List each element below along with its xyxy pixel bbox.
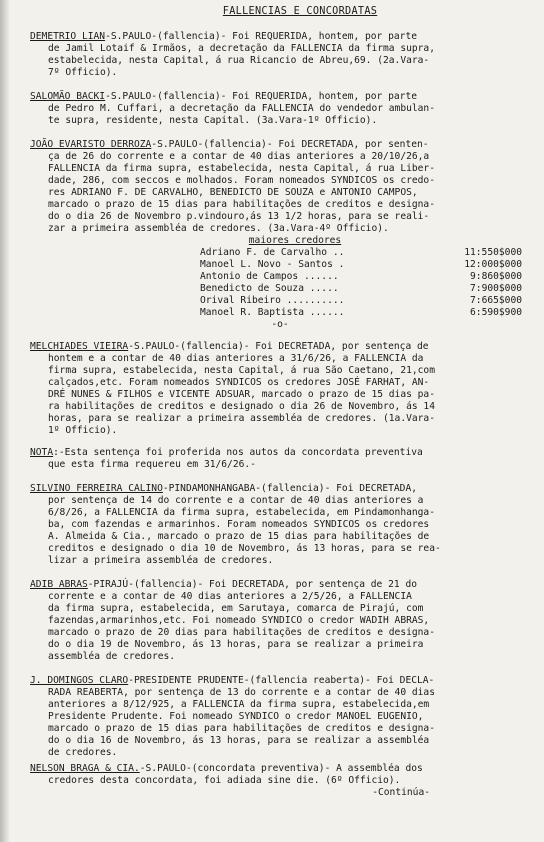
- entry-line: fazendas,armarinhos,etc. Foi nomeado SYNDICO o credor WADIH ABRAS,: [48, 615, 430, 626]
- note-label: NOTA: [30, 447, 54, 458]
- creditor-amount: 7:665$000: [470, 295, 522, 306]
- creditor-row: [200, 271, 522, 283]
- note-line: que esta firma requereu em 31/6/26.-: [48, 459, 256, 470]
- entry-line: por sentença de 14 do corrente e a contar de 40 dias anteriores a: [48, 495, 424, 506]
- entry-line: Presidente Prudente. Foi nomeado SYNDICO o credor MANOEL EUGENIO,: [48, 711, 424, 722]
- page-title: FALLENCIAS E CONCORDATAS: [222, 6, 378, 17]
- entry-line: hontem e a contar de 40 dias anteriores a 31/6/26, a FALLENCIA da: [48, 353, 424, 364]
- entry-line: marcado o prazo de 15 dias para habilitações de creditos e designa-: [48, 199, 435, 210]
- entry-line: de Pedro M. Cuffari, a decretação da FALLENCIA do vendedor ambulan-: [48, 103, 435, 114]
- entry: [30, 139, 530, 235]
- entry-line: 6/8/26, a FALLENCIA da firma supra, estabelecida, em Pindamonhanga-: [48, 507, 435, 518]
- entry-first-text: -S.PAULO-(fallencia)- Foi REQUERIDA, hontem, por parte: [105, 31, 417, 42]
- entry-line: 7º Officio).: [48, 67, 118, 78]
- creditor-amount: 7:900$000: [470, 283, 522, 294]
- entry-first-text: -PIRAJÚ-(fallencia)- Foi DECRETADA, por sentença de 21 do: [87, 579, 417, 590]
- entry: [30, 31, 530, 79]
- note-first-text: :-Esta sentença foi proferida nos autos da concordata preventiva: [53, 447, 423, 458]
- entry-first-text: -PRESIDENTE PRUDENTE-(fallencia reaberta)- Foi DECLA-: [128, 675, 435, 686]
- entry-line: marcado o prazo de 20 dias para habilitações de creditos e designa-: [48, 627, 435, 638]
- entry-line: do o dia 16 de Novembro, ás 13 horas, para se realizar a assembléa: [48, 735, 430, 746]
- entry-first-text: -S.PAULO-(fallencia)- Foi REQUERIDA, hontem, por parte: [105, 91, 417, 102]
- entry-line: do o dia 26 de Novembro p.vindouro,ás 13 1/2 horas, para se reali-: [48, 211, 430, 222]
- entry-head: DEMETRIO LIAN: [30, 31, 106, 42]
- scan-edge-shadow: [0, 0, 10, 842]
- entry-head: SILVINO FERREIRA CALINO: [30, 483, 163, 494]
- entry: [30, 579, 530, 663]
- entry-line: RADA REABERTA, por sentença de 13 do corrente e a contar de 40 dias: [48, 687, 435, 698]
- entry-line: marcado o prazo de 15 dias para habilitações de creditos e designa-: [48, 723, 435, 734]
- entry-line: te supra, residente, nesta Capital. (3a.Vara-1º Officio).: [48, 115, 378, 126]
- entry-head: MELCHIADES VIEIRA: [30, 341, 129, 352]
- entry-line: firma supra, estabelecida, nesta Capital, á rua São Caetano, 21,com: [48, 365, 435, 376]
- creditor-amount: 6:590$900: [470, 307, 522, 318]
- entry-line: lizar a primeira assembléa de credores.: [48, 555, 274, 566]
- creditor-name: Orival Ribeiro ..........: [200, 295, 345, 306]
- entry-line: estabelecida, nesta Capital, á rua Ricancio de Abreu,69. (2a.Vara-: [48, 55, 430, 66]
- entry-line: ra habilitações de creditos e designado o dia 26 de Novembro, ás 14: [48, 401, 435, 412]
- entry-line: assembléa de credores.: [48, 651, 176, 662]
- creditor-name: Adriano F. de Carvalho ..: [200, 247, 345, 258]
- entry-line: corrente e a contar de 40 dias anteriores a 2/5/26, a FALLENCIA: [48, 591, 412, 602]
- entry-first-line: [30, 579, 530, 591]
- entry-head: NELSON BRAGA & CIA.: [30, 763, 140, 774]
- entry-line: FALLENCIA da firma supra, estabelecida, nesta Capital, á rua Liber-: [48, 163, 435, 174]
- entry-line: ça de 26 do corrente e a contar de 40 dias anteriores a 20/10/26,a: [48, 151, 430, 162]
- creditor-row: [200, 259, 522, 271]
- continued-marker: -Continúa-: [372, 787, 430, 798]
- entry-line: res ADRIANO F. DE CARVALHO, BENEDICTO DE SOUZA e ANTONIO CAMPOS,: [48, 187, 418, 198]
- entry-head: ADIB ABRAS: [30, 579, 88, 590]
- entry-first-line: [30, 763, 530, 775]
- entry: [30, 483, 530, 567]
- entry-line: 1º Officio).: [48, 425, 118, 436]
- creditor-amount: 9:860$000: [470, 271, 522, 282]
- creditor-amount: 12:000$000: [464, 259, 522, 270]
- creditor-row: [200, 307, 522, 319]
- creditor-name: Manoel L. Novo - Santos .: [200, 259, 345, 270]
- creditor-row: [200, 295, 522, 307]
- entry-first-line: [30, 483, 530, 495]
- entry-line: anteriores a 8/12/925, a FALLENCIA da firma supra, estabelecida,em: [48, 699, 430, 710]
- entry-head: J. DOMINGOS CLARO: [30, 675, 129, 686]
- entry-line: dade, 286, com seccos e molhados. Foram nomeados SYNDICOS os credo-: [48, 175, 435, 186]
- entry-first-line: [30, 675, 530, 687]
- creditor-row: [200, 283, 522, 295]
- entry-head: JOÃO EVARISTO DERROZA: [30, 139, 152, 150]
- creditors-label: maiores credores: [248, 235, 342, 246]
- entry-line: A. Almeida & Cia., marcado o prazo de 15 dias para habilitações de: [48, 531, 430, 542]
- entry-line: de Jamil Lotaif & Irmãos, a decretação da FALLENCIA da firma supra,: [48, 43, 435, 54]
- creditor-amount: 11:550$000: [464, 247, 522, 258]
- entry-line: creditos e designado o dia 10 de Novembro, ás 13 horas, para se rea-: [48, 543, 441, 554]
- entry-first-line: [30, 31, 530, 43]
- entry-line: da firma supra, estabelecida, em Sarutaya, comarca de Pirajú, com: [48, 603, 424, 614]
- entry-first-line: [30, 91, 530, 103]
- entry-line: calçados,etc. Foram nomeados SYNDICOS os credores JOSÉ FARHAT, AN-: [48, 377, 430, 388]
- creditor-name: Manoel R. Baptista ......: [200, 307, 345, 318]
- entry-first-line: [30, 341, 530, 353]
- creditors-list: [200, 247, 522, 319]
- entry-first-text: -S.PAULO-(fallencia)- Foi DECRETADA, por senten-: [151, 139, 429, 150]
- entry: [30, 91, 530, 127]
- entry-line: horas, para se realizar a primeira assembléa de credores. (1a.Vara-: [48, 413, 435, 424]
- note-first-line: [30, 447, 530, 459]
- entry-first-text: -S.PAULO-(fallencia)- Foi DECRETADA, por sentença de: [128, 341, 429, 352]
- entry: [30, 675, 530, 759]
- note: [30, 447, 530, 471]
- entry-first-line: [30, 139, 530, 151]
- creditor-row: [200, 247, 522, 259]
- entry-first-text: -PINDAMONHANGABA-(fallencia)- Foi DECRETADA,: [162, 483, 418, 494]
- entry-head: SALOMÃO BACKI: [30, 91, 106, 102]
- entry-line: zar a primeira assembléa de credores. (3a.Vara-4º Officio).: [48, 223, 389, 234]
- section-separator: -o-: [271, 319, 289, 330]
- entry-line: do o dia 19 de Novembro, ás 13 horas, para se realizar a primeira: [48, 639, 424, 650]
- entry: [30, 763, 530, 787]
- entry-line: credores desta concordata, foi adiada sine die. (6º Officio).: [48, 775, 401, 786]
- entry: [30, 341, 530, 437]
- entry-first-text: -S.PAULO-(concordata preventiva)- A assembléa dos: [139, 763, 423, 774]
- creditor-name: Antonio de Campos ......: [200, 271, 339, 282]
- entry-line: de credores.: [48, 747, 118, 758]
- entry-line: DRÉ NUNES & FILHOS e VICENTE ADSUAR, marcado o prazo de 15 dias pa-: [48, 389, 435, 400]
- entry-line: ba, com fazendas e armarinhos. Foram nomeados SYNDICOS os credores: [48, 519, 430, 530]
- creditor-name: Benedicto de Souza .....: [200, 283, 339, 294]
